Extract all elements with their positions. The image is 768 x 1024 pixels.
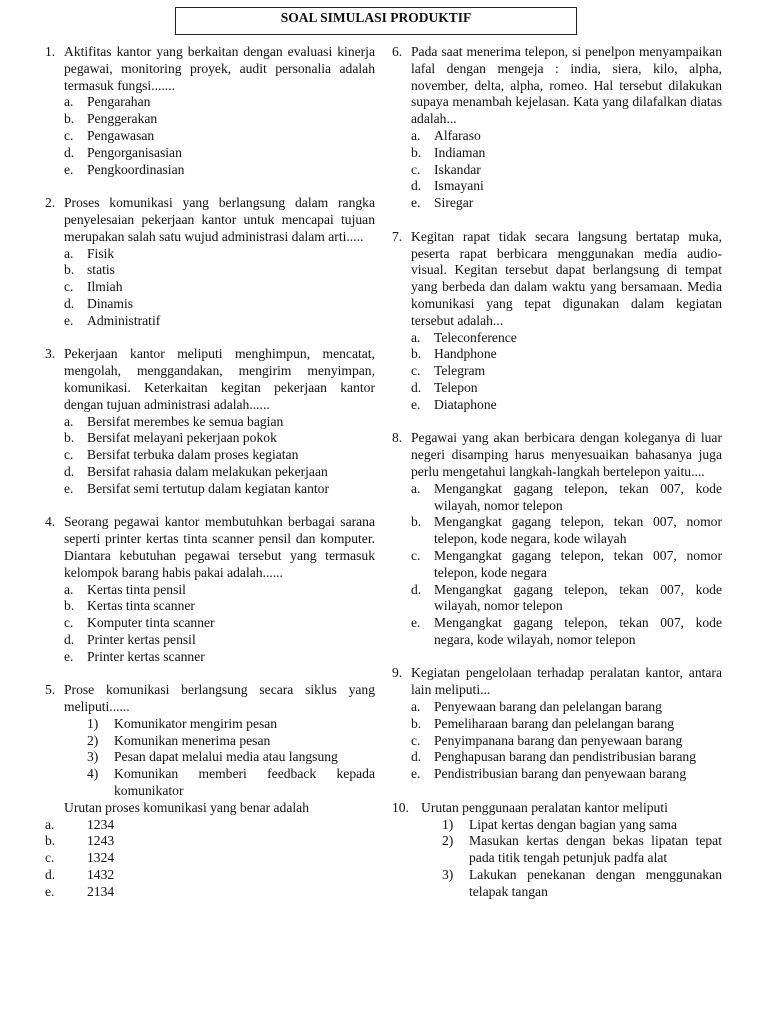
option-text: Kertas tinta scanner bbox=[87, 598, 195, 614]
question-number: 7. bbox=[392, 228, 403, 244]
option-text: Indiaman bbox=[434, 144, 486, 160]
option-text: Teleconference bbox=[434, 329, 517, 345]
option bbox=[64, 262, 375, 279]
option bbox=[411, 363, 722, 380]
step-text: Pesan dapat melalui media atau langsung bbox=[114, 749, 338, 765]
question-number: 3. bbox=[45, 346, 56, 362]
option-letter: c. bbox=[411, 547, 421, 563]
option-text: Fisik bbox=[87, 245, 115, 261]
option-text: 1432 bbox=[87, 867, 115, 883]
options-list bbox=[64, 582, 375, 666]
option-letter: d. bbox=[64, 144, 75, 160]
option-letter: c. bbox=[64, 615, 74, 631]
option-text: Bersifat rahasia dalam melakukan pekerjaan bbox=[87, 463, 328, 479]
option-letter: e. bbox=[411, 615, 421, 631]
option bbox=[64, 246, 375, 263]
option-letter: d. bbox=[411, 379, 422, 395]
option-text: Bersifat merembes ke semua bagian bbox=[87, 413, 284, 429]
option-letter: b. bbox=[64, 262, 75, 278]
option-letter: e. bbox=[411, 396, 421, 412]
option-text: Pendistribusian barang dan penyewaan barang bbox=[434, 766, 687, 782]
option-letter: b. bbox=[64, 430, 75, 446]
question-stem: Kegitan rapat tidak secara langsung bertatap muka, peserta rapat berbicara menggunakan media audio-visual. Kegitan tersebut dapat berlangsung di tempat yang berbeda dan dalam waktu yang bersamaan. Media komunikasi yang tepat digunakan dalam kegiatan tersebut adalah... bbox=[411, 228, 722, 328]
option-text: Mengangkat gagang telepon, tekan 007, nomor telepon, kode negara, kode wilayah bbox=[434, 514, 722, 547]
option-letter: b. bbox=[411, 514, 422, 530]
option-text: Mengangkat gagang telepon, tekan 007, nomor telepon, kode negara bbox=[434, 547, 722, 580]
option-text: Pengkoordinasian bbox=[87, 161, 185, 177]
right-column bbox=[392, 44, 722, 917]
option bbox=[411, 766, 722, 783]
option bbox=[64, 615, 375, 632]
option bbox=[411, 481, 722, 515]
question-stem: Kegiatan pengelolaan terhadap peralatan kantor, antara lain meliputi... bbox=[411, 665, 722, 698]
question-number: 8. bbox=[392, 430, 403, 446]
step-item bbox=[87, 733, 375, 750]
option-text: 2134 bbox=[87, 883, 115, 899]
option-text: Administratif bbox=[87, 312, 161, 328]
option bbox=[411, 548, 722, 582]
option-text: Pemeliharaan barang dan pelelangan barang bbox=[434, 715, 675, 731]
option-text: 1243 bbox=[87, 833, 115, 849]
option-text: Penyewaan barang dan pelelangan barang bbox=[434, 699, 662, 715]
option bbox=[64, 279, 375, 296]
option-text: Dinamis bbox=[87, 295, 134, 311]
option bbox=[64, 296, 375, 313]
option bbox=[64, 649, 375, 666]
option-text: Bersifat semi tertutup dalam kegiatan kantor bbox=[87, 480, 329, 496]
options-list bbox=[411, 330, 722, 414]
question-number: 9. bbox=[392, 665, 403, 681]
option-text: 1234 bbox=[87, 816, 115, 832]
option bbox=[411, 615, 722, 649]
option bbox=[411, 128, 722, 145]
question-followup: Urutan proses komunikasi yang benar adalah bbox=[64, 799, 309, 815]
option bbox=[64, 582, 375, 599]
option-letter: d. bbox=[64, 295, 75, 311]
option-letter: b. bbox=[64, 111, 75, 127]
step-item bbox=[87, 716, 375, 733]
option-letter: b. bbox=[411, 144, 422, 160]
option-letter: e. bbox=[45, 883, 55, 899]
option bbox=[64, 447, 375, 464]
steps-list bbox=[87, 716, 375, 800]
step-text: Komunikan menerima pesan bbox=[114, 732, 271, 748]
step-item bbox=[442, 817, 722, 834]
option-letter: e. bbox=[411, 195, 421, 211]
option-text: Iskandar bbox=[434, 161, 481, 177]
step-number: 2) bbox=[442, 833, 454, 849]
option-letter: a. bbox=[411, 329, 421, 345]
step-number: 1) bbox=[442, 816, 454, 832]
option-letter: c. bbox=[411, 732, 421, 748]
option bbox=[411, 749, 722, 766]
option bbox=[64, 414, 375, 431]
step-number: 3) bbox=[87, 749, 99, 765]
option-letter: c. bbox=[45, 850, 55, 866]
option-text: Pengawasan bbox=[87, 127, 155, 143]
question-stem: Proses komunikasi yang berlangsung dalam rangka penyelesaian pekerjaan kantor untuk mencapai tujuan merupakan salah satu wujud administrasi dalam arti..... bbox=[64, 195, 375, 244]
option bbox=[64, 430, 375, 447]
step-item bbox=[442, 867, 722, 901]
option-text: Alfaraso bbox=[434, 127, 481, 143]
step-number: 2) bbox=[87, 732, 99, 748]
option-text: Mengangkat gagang telepon, tekan 007, kode negara, kode wilayah, nomor telepon bbox=[434, 615, 722, 647]
step-item bbox=[87, 766, 375, 800]
option-letter: a. bbox=[411, 699, 421, 715]
option-letter: d. bbox=[411, 749, 422, 765]
options-list bbox=[411, 699, 722, 783]
options-list bbox=[64, 414, 375, 498]
option-text: Kertas tinta pensil bbox=[87, 581, 186, 597]
option-text: Mengangkat gagang telepon, tekan 007, kode wilayah, nomor telepon bbox=[434, 480, 722, 513]
option bbox=[411, 699, 722, 716]
option-letter: b. bbox=[411, 346, 422, 362]
options-list bbox=[411, 481, 722, 649]
option bbox=[64, 632, 375, 649]
option-text: Diataphone bbox=[434, 396, 497, 412]
question-stem: Prose komunikasi berlangsung secara siklus yang meliputi...... bbox=[64, 682, 375, 715]
left-column bbox=[45, 44, 375, 917]
option-text: Ilmiah bbox=[87, 279, 123, 295]
option-letter: a. bbox=[64, 581, 74, 597]
option-letter: a. bbox=[64, 94, 74, 110]
step-item bbox=[87, 749, 375, 766]
step-text: Komunikator mengirim pesan bbox=[114, 715, 278, 731]
option-text: Siregar bbox=[434, 195, 474, 211]
question-10 bbox=[392, 800, 722, 901]
option bbox=[64, 128, 375, 145]
option-text: Penggerakan bbox=[87, 111, 158, 127]
question-8 bbox=[392, 430, 722, 648]
step-number: 4) bbox=[87, 766, 99, 782]
question-number: 10. bbox=[392, 799, 409, 815]
option bbox=[45, 850, 375, 867]
option-letter: b. bbox=[64, 598, 75, 614]
step-number: 1) bbox=[87, 715, 99, 731]
question-stem: Aktifitas kantor yang berkaitan dengan evaluasi kinerja pegawai, monitoring proyek, audit personalia adalah termasuk fungsi....... bbox=[64, 44, 375, 93]
question-number: 6. bbox=[392, 44, 403, 59]
option-letter: d. bbox=[64, 631, 75, 647]
option-letter: e. bbox=[411, 766, 421, 782]
question-4 bbox=[45, 514, 375, 665]
option-text: Bersifat melayani pekerjaan pokok bbox=[87, 430, 277, 446]
step-item bbox=[442, 833, 722, 867]
options-list bbox=[64, 246, 375, 330]
question-5 bbox=[45, 682, 375, 900]
question-stem: Seorang pegawai kantor membutuhkan berbagai sarana seperti printer kertas tinta scanner pensil dan komputer. Diantara kebutuhan pegawai tersebut yang termasuk kelompok barang habis pakai adalah...... bbox=[64, 514, 375, 580]
option-text: Bersifat terbuka dalam proses kegiatan bbox=[87, 447, 299, 463]
option-letter: e. bbox=[64, 161, 74, 177]
option bbox=[64, 162, 375, 179]
question-7 bbox=[392, 229, 722, 414]
step-text: Lakukan penekanan dengan menggunakan telapak tangan bbox=[469, 867, 722, 899]
question-6 bbox=[392, 44, 722, 212]
option bbox=[411, 178, 722, 195]
option-text: Telepon bbox=[434, 379, 478, 395]
option bbox=[64, 94, 375, 111]
question-number: 4. bbox=[45, 514, 56, 530]
option bbox=[64, 111, 375, 128]
step-text: Masukan kertas dengan bekas lipatan tepat pada titik tengah petunjuk padfa alat bbox=[469, 833, 722, 866]
option-letter: a. bbox=[64, 413, 74, 429]
option bbox=[411, 380, 722, 397]
option-letter: a. bbox=[411, 480, 421, 496]
step-text: Lipat kertas dengan bagian yang sama bbox=[469, 816, 677, 832]
option-text: Mengangkat gagang telepon, tekan 007, kode wilayah, nomor telepon bbox=[434, 581, 722, 614]
option-letter: e. bbox=[64, 312, 74, 328]
option-text: Ismayani bbox=[434, 178, 484, 194]
option-text: Printer kertas pensil bbox=[87, 631, 196, 647]
question-stem: Urutan penggunaan peralatan kantor meliputi bbox=[421, 799, 668, 815]
option-text: 1324 bbox=[87, 850, 115, 866]
question-number: 5. bbox=[45, 682, 56, 698]
option-letter: a. bbox=[411, 127, 421, 143]
option-letter: d. bbox=[45, 867, 56, 883]
step-text: Komunikan memberi feedback kepada komunikator bbox=[114, 766, 375, 799]
option-text: Telegram bbox=[434, 363, 486, 379]
option bbox=[411, 346, 722, 363]
option bbox=[64, 313, 375, 330]
question-stem: Pekerjaan kantor meliputi menghimpun, mencatat, mengolah, menggandakan, mengirim menyimpan, komunikasi. Keterkaitan kegitan pekerjaan kantor dengan tujuan administrasi adalah...... bbox=[64, 346, 375, 412]
steps-list bbox=[442, 817, 722, 901]
option bbox=[64, 464, 375, 481]
option bbox=[411, 162, 722, 179]
option bbox=[411, 330, 722, 347]
option bbox=[411, 716, 722, 733]
option bbox=[411, 514, 722, 548]
option bbox=[411, 733, 722, 750]
option-text: Pengorganisasian bbox=[87, 144, 182, 160]
option bbox=[64, 598, 375, 615]
option-letter: c. bbox=[411, 161, 421, 177]
question-number: 2. bbox=[45, 195, 56, 211]
option bbox=[45, 867, 375, 884]
option-letter: c. bbox=[64, 279, 74, 295]
option-letter: d. bbox=[411, 178, 422, 194]
option-letter: e. bbox=[64, 480, 74, 496]
option bbox=[45, 817, 375, 834]
question-1 bbox=[45, 44, 375, 178]
question-2 bbox=[45, 195, 375, 329]
question-9 bbox=[392, 665, 722, 783]
options-list bbox=[45, 817, 375, 901]
option-text: Penghapusan barang dan pendistribusian barang bbox=[434, 749, 696, 765]
option bbox=[64, 145, 375, 162]
option bbox=[411, 582, 722, 616]
option bbox=[45, 833, 375, 850]
option-text: Pengarahan bbox=[87, 94, 151, 110]
options-list bbox=[411, 128, 722, 212]
question-stem: Pegawai yang akan berbicara dengan koleganya di luar negeri disamping harus menyesuaikan bahasanya juga perlu mengetahui langkah-langkah bertelepon yaitu.... bbox=[411, 430, 722, 479]
option bbox=[45, 884, 375, 901]
option bbox=[411, 145, 722, 162]
option-letter: d. bbox=[411, 581, 422, 597]
option-letter: c. bbox=[411, 363, 421, 379]
option-letter: c. bbox=[64, 127, 74, 143]
options-list bbox=[64, 94, 375, 178]
question-stem: Pada saat menerima telepon, si penelpon menyampaikan lafal dengan mengeja : india, siera, kilo, alpha, november, delta, alpha, romeo. Hal tersebut dilakukan supaya menambah kejelasan. Kata yang dilafalkan diatas adalah... bbox=[411, 44, 722, 127]
question-number: 1. bbox=[45, 44, 56, 59]
option-letter: e. bbox=[64, 648, 74, 664]
question-3 bbox=[45, 346, 375, 497]
page-title: SOAL SIMULASI PRODUKTIF bbox=[175, 7, 577, 35]
option-text: Handphone bbox=[434, 346, 497, 362]
option bbox=[64, 481, 375, 498]
option-letter: a. bbox=[64, 245, 74, 261]
option-letter: c. bbox=[64, 447, 74, 463]
option-letter: b. bbox=[45, 833, 56, 849]
option-text: Printer kertas scanner bbox=[87, 648, 205, 664]
step-number: 3) bbox=[442, 867, 454, 883]
option-letter: b. bbox=[411, 715, 422, 731]
option-letter: a. bbox=[45, 816, 55, 832]
option-text: Komputer tinta scanner bbox=[87, 615, 215, 631]
option-letter: d. bbox=[64, 463, 75, 479]
option-text: Penyimpanana barang dan penyewaan barang bbox=[434, 732, 683, 748]
option bbox=[411, 195, 722, 212]
option-text: statis bbox=[87, 262, 115, 278]
option bbox=[411, 397, 722, 414]
